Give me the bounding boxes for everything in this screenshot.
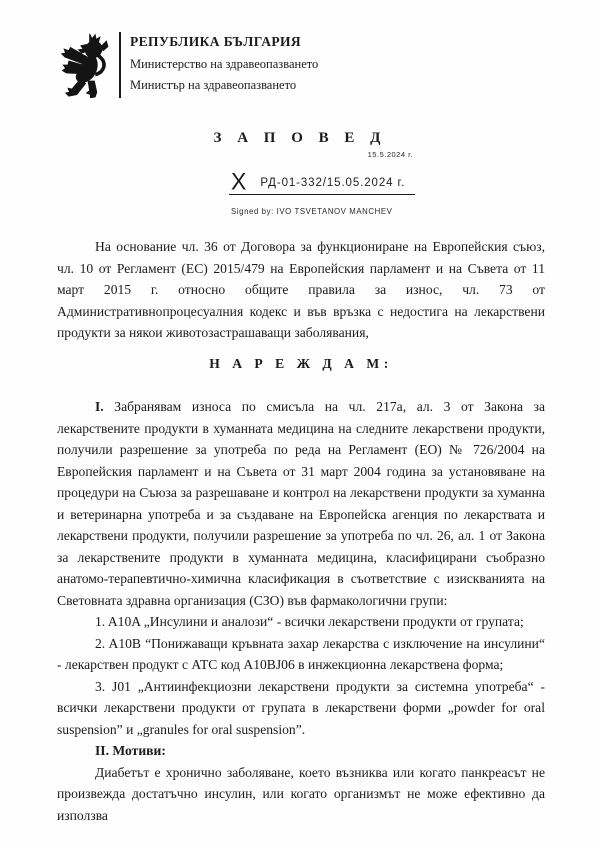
republic-title: РЕПУБЛИКА БЪЛГАРИЯ [130, 34, 302, 49]
document-body [57, 236, 545, 826]
ministry-name: Министерство на здравеопазването [130, 57, 319, 71]
minister-title: Министър на здравеопазването [130, 78, 297, 92]
section-2-heading: II. Мотиви: [95, 743, 166, 758]
bulgarian-lion-emblem-icon [60, 32, 116, 98]
section-1-text: Забранявам износа по смисъла на чл. 217а, ал. 3 от Закона за лекарствените продукти в хуманната медицина на следните лекарствени продукти, получили разрешение за употреба по реда на Регламент (ЕО) № 726/2004 на Европейския парламент и на Съвета от 31 март 2004 година за установяване на процедури на Съюза за разрешаване и контрол на лекарствени продукти за хуманна и ветеринарна употреба и за създаване на Европейска агенция по лекарствата и лекарствени продукти, получили разрешение за употреба по чл. 26, ал. 1 от Закона за лекарствените продукти в хуманната медицина, класифицирани съобразно анатомо-терапевтично-химична класификация в съответствие с изискванията на Световната здравна организация (СЗО) във фармакологични групи: [57, 399, 545, 608]
letterhead [60, 32, 318, 99]
signature-block [229, 150, 415, 224]
order-number: РД-01-332/15.05.2024 г. [260, 177, 406, 189]
letterhead-text [121, 32, 318, 99]
section-2-paragraph: Диабетът е хронично заболяване, което възниква или когато панкреасът не произвежда достатъчно инсулин, или когато организмът не може ефективно да използва [57, 764, 545, 823]
signed-by-label: Signed by: IVO TSVETANOV MANCHEV [231, 207, 393, 216]
section-1-marker: I. [95, 399, 104, 414]
list-item-3: 3. J01 „Антиинфекциозни лекарствени продукти за системна употреба“ - всички лекарствени продукти от групата в лекарствени форми „powder for oral suspension” и „granules for oral suspension”. [57, 678, 545, 737]
signature-date: 15.5.2024 г. [367, 150, 413, 159]
signature-line [229, 165, 415, 195]
list-item-2: 2. A10B “Понижаващи кръвната захар лекарства с изключение на инсулини“ - лекарствен продукт с АТС код A10BJ06 в инжекционна лекарствена форма; [57, 635, 545, 672]
signature-x-mark: X [231, 167, 247, 195]
preamble-paragraph: На основание чл. 36 от Договора за функциониране на Европейския съюз, чл. 10 от Регламент (ЕС) 2015/479 на Европейския парламент и на Съвета от 11 март 2015 г. относно общите правила за износ, чл. 73 от Административнопроцесуалния кодекс и във връзка с недостига на лекарствени продукти за някои животозастрашаващи заболявания, [57, 239, 545, 340]
document-title: З А П О В Е Д [213, 130, 387, 146]
list-item-1: 1. A10A „Инсулини и аналози“ - всички лекарствени продукти от групата; [95, 614, 524, 629]
order-heading: Н А Р Е Ж Д А М: [209, 355, 393, 371]
section-1-paragraph [57, 396, 545, 611]
